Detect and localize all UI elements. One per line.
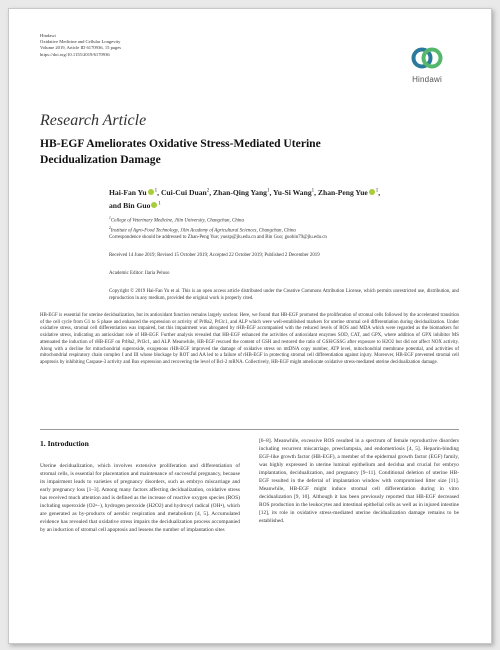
author-name: and Bin Guo xyxy=(109,201,151,211)
author-name: Zhan-Qing Yang xyxy=(213,187,267,197)
affiliation-line xyxy=(109,225,459,235)
affiliation-line xyxy=(109,215,459,225)
section-divider xyxy=(40,429,459,430)
author-entry xyxy=(109,201,161,210)
author-affiliation-marker: 2 xyxy=(206,188,210,193)
logo-wordmark: Hindawi xyxy=(412,75,442,84)
journal-name: Oxidative Medicine and Cellular Longevity xyxy=(40,39,121,45)
article-page xyxy=(8,8,492,644)
author-list xyxy=(109,185,459,212)
author-entry: Zhan-Qing Yang$^1$, xyxy=(213,187,273,197)
copyright-notice: Copyright © 2019 Hai-Fan Yu et al. This is an open access article distributed under the Creative Commons Attribution License, which permits unrestricted use, distribution, and reproduction in any medium, provided the original work is properly cited. xyxy=(109,289,459,301)
hindawi-logo-icon xyxy=(410,45,444,71)
academic-editor: Academic Editor: Ilaria Peluso xyxy=(109,271,170,276)
intro-right-column: [6–8]. Meanwhile, excessive ROS resulted in a spectrum of female reproductive disorders including recurrent miscarriage, preeclampsia, and endometriosis [4, 5]. Heparin-binding EGF-like growth factor (HB-EGF), a member of the epidermal growth factor (EGF) family, was highly expressed in uterine luminal epithelium and decidua and crucial for embryo implantation, decidualization, and pregnancy [9–11]. Conditional deletion of uterine HB-EGF resulted in the deferral of implantation window with compromised litter size [11]. Meanwhile, HB-EGF might induce stromal cell differentiation during in vitro decidualization [9, 10]. Although it has been previously reported that HB-EGF decreased ROS production in the leukocytes and intestinal epithelial cells as well as in injured intestine [12], its role in oxidative stress-mediated uterine decidualization damage remains to be established. xyxy=(259,438,460,524)
author-affiliation-marker: 1 xyxy=(375,188,379,193)
author-entry: Cui-Cui Duan$^2$, xyxy=(160,187,214,197)
author-entry: Hai-Fan Yu $^1$, xyxy=(109,187,161,197)
article-dates: Received 14 June 2019; Revised 15 October 2019; Accepted 22 October 2019; Published 2 December 2019 xyxy=(109,253,320,258)
author-affiliation-marker: 1 xyxy=(158,201,161,207)
author-affiliation-marker: 1 xyxy=(266,188,270,193)
journal-header xyxy=(40,33,121,58)
hindawi-logo xyxy=(404,45,450,85)
author-name: Zhan-Peng Yue xyxy=(317,187,368,197)
author-entry: Yu-Si Wang$^1$, xyxy=(273,187,318,197)
author-affiliation-marker: 1 xyxy=(154,188,158,193)
abstract: HB-EGF is essential for uterine decidualization, but its antioxidant function remains largely unclear. Here, we found that HB-EGF promoted the proliferation of stromal cells followed by the accelerated transition of the cell cycle from G1 to S phase and enhanced the expression or activity of Prl8a2, Prl3c1, and ALP which were well-established markers for uterine stromal cell differentiation during decidualization. Under oxidative stress, stromal cell differentiation was impaired, but this impairment was abrogated by rHB-EGF accompanied with the reduced levels of ROS and MDA which were regarded as the biomarkers for oxidative stress, indicating an antioxidant role of HB-EGF. Further analysis revealed that HB-EGF enhanced the activities of antioxidant enzymes SOD, CAT, and GPX, where addition of GPX inhibitor MS attenuated the induction of rHB-EGF on Prl8a2, Prl3c1, and ALP. Meanwhile, HB-EGF rescued the content of GSH and restored the ratio of GSH/GSSG after exposure to H2O2 but did not affect NOX activity. Along with a decline for mitochondrial superoxide, exogenous rHB-EGF improved the damage of oxidative stress on mtDNA copy number, ATP level, mitochondrial membrane potential, and activities of mitochondrial respiratory chain complex I and III whose blockage by ROT and AA led to a failure of rHB-EGF in protecting stromal cell differentiation against injury. Moreover, HB-EGF prevented stromal cell apoptosis by inhibiting Caspase-3 activity and Bax expression and recovering the level of Bcl-2 mRNA. Collectively, HB-EGF might ameliorate oxidative stress-mediated uterine decidualization damage. xyxy=(40,313,459,365)
intro-left-column: Uterine decidualization, which involves extensive proliferation and differentiation of stromal cells, is essential for placentation and maintenance of successful pregnancy, because its impairment leads to varieties of pregnancy disorders, such as embryo miscarriage and early pregnancy loss [1–3]. Among many factors affecting decidualization, oxidative stress has received much attention and is defined as the increase of reactive oxygen species (ROS) including superoxide (O2•−), hydrogen peroxide (H2O2) and hydroxyl radical (OH•), which are generated as by-products of aerobic respiration and metabolism [4, 5]. Accumulated evidence has revealed that oxidative stress impairs the decidualization process accompanied by an induction of stromal cell apoptosis and lessens the number of implantation sites xyxy=(40,463,240,533)
article-type: Research Article xyxy=(40,112,147,129)
publisher-name: Hindawi xyxy=(40,33,56,38)
affiliation-marker: 1 xyxy=(109,216,111,220)
affiliation-marker: 2 xyxy=(109,225,111,230)
article-title: HB-EGF Ameliorates Oxidative Stress-Mediated Uterine Decidualization Damage xyxy=(40,137,321,166)
volume-line: Volume 2019, Article ID 6170936, 15 pages xyxy=(40,45,122,51)
affiliations xyxy=(109,215,459,234)
section-heading: 1. Introduction xyxy=(40,439,89,448)
orcid-icon[interactable] xyxy=(369,189,375,195)
affiliation-text: College of Veterinary Medicine, Jilin University, Changchun, China xyxy=(110,218,244,224)
orcid-icon[interactable] xyxy=(148,189,154,195)
author-name: Hai-Fan Yu xyxy=(109,187,147,197)
author-name: Yu-Si Wang xyxy=(273,187,312,197)
author-affiliation-marker: 1 xyxy=(311,188,315,193)
affiliation-text: Institute of Agro-Food Technology, Jilin Academy of Agricultural Sciences, Changchun, China xyxy=(110,228,296,234)
doi-link[interactable]: https://doi.org/10.1155/2019/6170936 xyxy=(40,51,110,57)
author-name: Cui-Cui Duan xyxy=(160,187,207,197)
orcid-icon[interactable] xyxy=(151,202,157,208)
author-entry: Zhan-Peng Yue $^1$, xyxy=(317,187,381,197)
correspondence: Correspondence should be addressed to Zhan-Peng Yue; yuezp@jlu.edu.cn and Bin Guo; guobin79@jlu.edu.cn xyxy=(109,235,327,240)
